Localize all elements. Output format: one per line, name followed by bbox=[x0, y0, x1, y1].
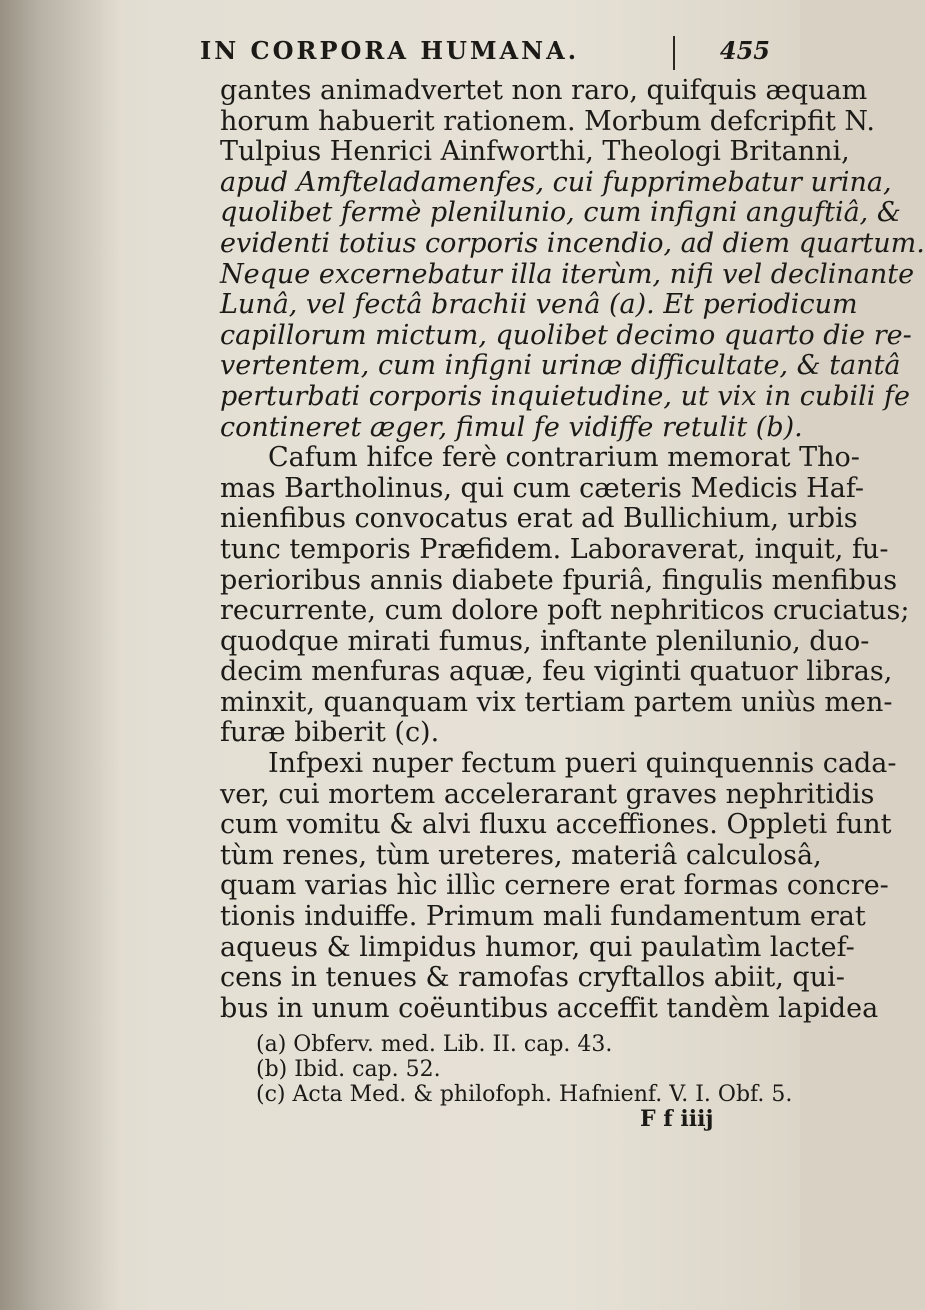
text-line: Infpexi nuper fectum pueri quinquennis cada- bbox=[268, 748, 897, 780]
text-line: Neque excernebatur illa iterùm, nifi vel declinante bbox=[220, 258, 915, 290]
running-title: IN CORPORA HUMANA. bbox=[200, 36, 580, 65]
text-block bbox=[200, 36, 925, 1133]
text-line: cum vomitu & alvi fluxu acceffiones. Oppleti funt bbox=[220, 809, 892, 841]
text-line: ver, cui mortem accelerarant graves nephritidis bbox=[220, 778, 875, 810]
text-line: gantes animadvertet non raro, quifquis æquam bbox=[220, 75, 868, 106]
text-line: nienfibus convocatus erat ad Bullichium, urbis bbox=[220, 503, 858, 535]
text-line: cens in tenues & ramofas cryftallos abiit, qui- bbox=[220, 962, 845, 994]
text-line: evidenti totius corporis incendio, ad diem quartum. bbox=[220, 227, 925, 259]
text-line: capillorum mictum, quolibet decimo quarto die re- bbox=[220, 319, 912, 351]
text-line: furæ biberit (c). bbox=[220, 717, 440, 749]
text-line: apud Amfteladamenfes, cui fupprimebatur urina, bbox=[220, 166, 892, 198]
text-line: aqueus & limpidus humor, qui paulatìm lactef- bbox=[220, 931, 855, 963]
text-line: vertentem, cum infigni urinæ difficultate, & tantâ bbox=[220, 350, 901, 382]
text-line: quam varias hìc illìc cernere erat formas concre- bbox=[220, 870, 889, 902]
text-line: bus in unum coëuntibus acceffit tandèm lapidea bbox=[220, 992, 879, 1024]
footnote: (c) Acta Med. & philofoph. Hafnienf. V. I. Obf. 5. bbox=[256, 1082, 793, 1108]
text-line: decim menfuras aquæ, feu viginti quatuor libras, bbox=[220, 656, 893, 688]
text-line: Lunâ, vel fectâ brachii venâ (a). Et periodicum bbox=[220, 289, 858, 321]
text-line: Cafum hifce ferè contrarium memorat Tho- bbox=[268, 442, 860, 474]
running-header bbox=[200, 36, 790, 76]
text-line: perioribus annis diabete fpuriâ, fingulis menfibus bbox=[220, 564, 898, 596]
text-line: tùm renes, tùm ureteres, materiâ calculosâ, bbox=[220, 839, 822, 871]
footnote: (a) Obferv. med. Lib. II. cap. 43. bbox=[256, 1032, 613, 1058]
text-line: tunc temporis Præfidem. Laboraverat, inquit, fu- bbox=[220, 533, 889, 565]
page-number: 455 bbox=[719, 36, 770, 65]
text-line: contineret æger, fimul fe vidiffe retulit (b). bbox=[220, 411, 803, 443]
text-line: quodque mirati fumus, inftante plenilunio, duo- bbox=[220, 625, 870, 657]
text-line: recurrente, cum dolore poft nephriticos cruciatus; bbox=[220, 595, 910, 627]
page-edge-shadow bbox=[0, 0, 120, 1310]
text-line: quolibet fermè plenilunio, cum infigni anguftiâ, & bbox=[220, 197, 901, 229]
text-line: horum habuerit rationem. Morbum defcripfit N. bbox=[220, 105, 875, 137]
footnote: (b) Ibid. cap. 52. bbox=[256, 1057, 441, 1083]
footnotes bbox=[200, 1032, 793, 1108]
text-line: mas Bartholinus, qui cum cæteris Medicis Haf- bbox=[220, 472, 864, 504]
text-line: tionis induiffe. Primum mali fundamentum erat bbox=[220, 901, 866, 933]
signature-mark: F f iiij bbox=[640, 1106, 714, 1133]
header-rule bbox=[673, 36, 675, 70]
text-line: perturbati corporis inquietudine, ut vix in cubili fe bbox=[220, 380, 910, 412]
text-line: Tulpius Henrici Ainfworthi, Theologi Britanni, bbox=[220, 136, 850, 168]
text-line: minxit, quanquam vix tertiam partem uniùs men- bbox=[220, 686, 893, 718]
